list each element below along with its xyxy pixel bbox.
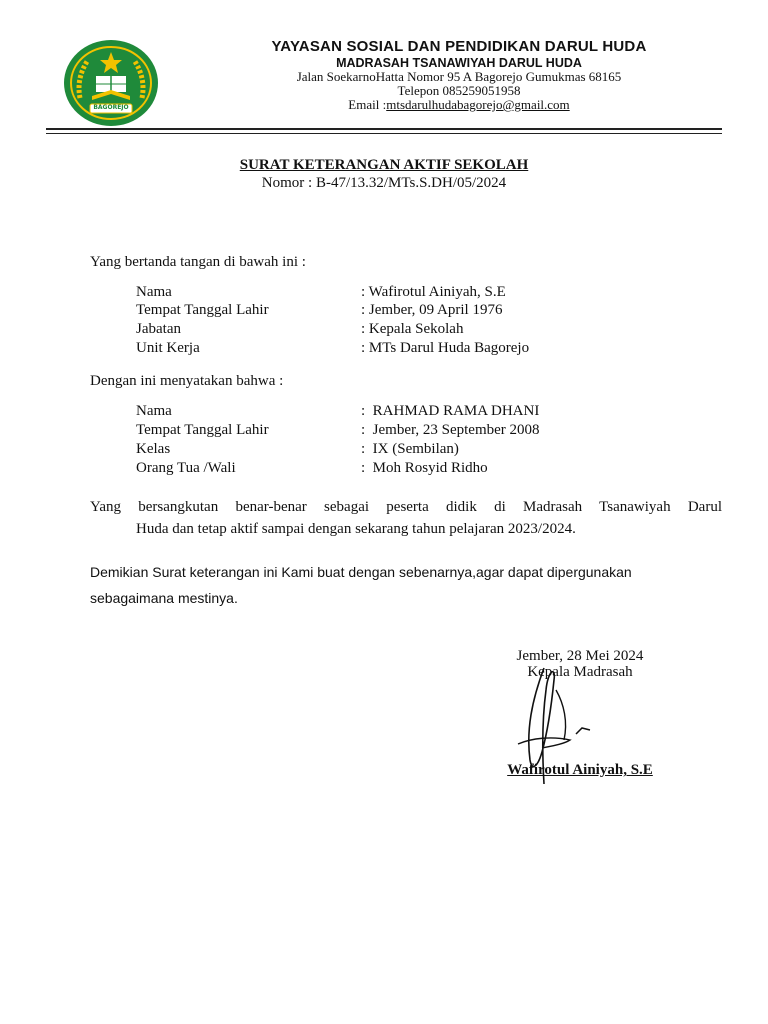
- place-date: Jember, 28 Mei 2024: [516, 648, 644, 664]
- field-label: Kelas: [136, 441, 171, 457]
- signer-role: Kepala Madrasah: [527, 664, 633, 680]
- signer-name: [480, 762, 680, 779]
- field-label: Tempat Tanggal Lahir: [136, 422, 269, 438]
- field-value: : Jember, 23 September 2008: [361, 422, 540, 438]
- letter-title-text: SURAT KETERANGAN AKTIF SEKOLAH: [239, 157, 529, 173]
- field-value: : IX (Sembilan): [361, 441, 459, 457]
- body-line: Huda dan tetap aktif sampai dengan sekarang tahun pelajaran 2023/2024.: [136, 521, 576, 537]
- field-value: : Moh Rosyid Ridho: [361, 460, 488, 476]
- letter-title: [0, 157, 768, 174]
- logo-emblem: [64, 40, 158, 126]
- header-rule-thin: [46, 133, 722, 134]
- intro-text: Yang bertanda tangan di bawah ini :: [90, 254, 306, 270]
- logo-caption: BAGOREJO: [93, 104, 129, 111]
- header-rule-thick: [46, 128, 722, 130]
- signer-name-text: Wafirotul Ainiyah, S.E: [507, 762, 653, 778]
- closing-line: sebagaimana mestinya.: [90, 590, 238, 606]
- field-value: : Wafirotul Ainiyah, S.E: [361, 284, 506, 300]
- letter-number: Nomor : B-47/13.32/MTs.S.DH/05/2024: [261, 175, 507, 191]
- closing-line: Demikian Surat keterangan ini Kami buat dengan sebenarnya,agar dapat dipergunakan: [90, 564, 632, 580]
- school-name: MADRASAH TSANAWIYAH DARUL HUDA: [336, 56, 582, 70]
- field-value: : RAHMAD RAMA DHANI: [361, 403, 540, 419]
- field-label: Tempat Tanggal Lahir: [136, 302, 269, 318]
- email-label: Email :: [348, 97, 387, 112]
- school-logo: [62, 38, 160, 128]
- field-label: Nama: [136, 284, 172, 300]
- field-value: : Kepala Sekolah: [361, 321, 464, 337]
- field-label: Nama: [136, 403, 172, 419]
- school-address: Jalan SoekarnoHatta Nomor 95 A Bagorejo Gumukmas 68165: [296, 69, 622, 84]
- field-label: Unit Kerja: [136, 340, 200, 356]
- email-link[interactable]: mtsdarulhudabagorejo@gmail.com: [386, 97, 570, 112]
- body-line: Yang bersangkutan benar-benar sebagai peserta didik di Madrasah Tsanawiyah Darul: [90, 499, 722, 515]
- body-paragraph: [90, 496, 722, 540]
- closing-paragraph: [90, 559, 722, 611]
- field-label: Jabatan: [136, 321, 181, 337]
- school-phone: Telepon 085259051958: [397, 83, 521, 98]
- school-email-line: [150, 98, 768, 112]
- field-label: Orang Tua /Wali: [136, 460, 236, 476]
- foundation-name: YAYASAN SOSIAL DAN PENDIDIKAN DARUL HUDA: [271, 38, 647, 55]
- field-value: : MTs Darul Huda Bagorejo: [361, 340, 530, 356]
- field-value: : Jember, 09 April 1976: [361, 302, 503, 318]
- statement-text: Dengan ini menyatakan bahwa :: [90, 373, 284, 389]
